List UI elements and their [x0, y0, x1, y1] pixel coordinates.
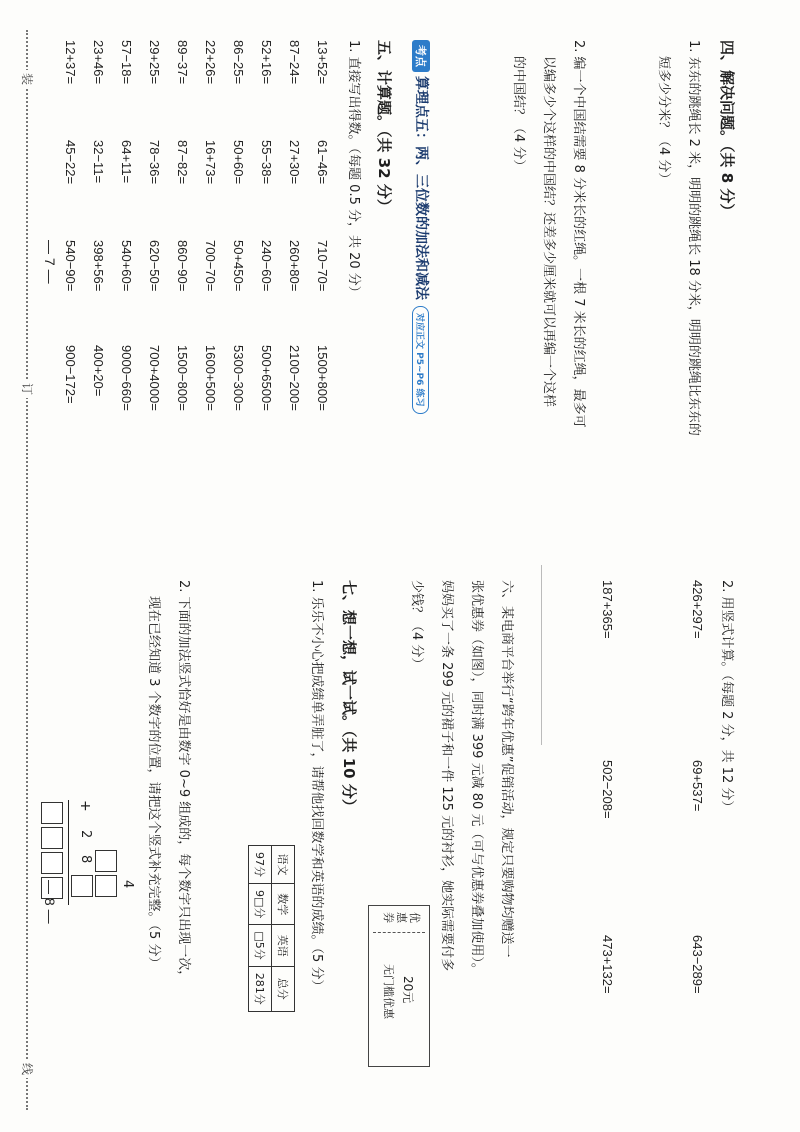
puzzle-box-r1c3[interactable] — [95, 875, 117, 897]
mental-math-item: 29+25= — [147, 40, 162, 85]
score-math: 9□分 — [249, 884, 272, 925]
mental-math-item: 86−25= — [231, 40, 246, 85]
score-chinese: 97分 — [249, 846, 272, 884]
mental-math-item: 398+56= — [91, 240, 106, 292]
mental-math-item: 87−82= — [175, 140, 190, 185]
score-table-header — [272, 846, 295, 1012]
coupon-amount: 20元 — [401, 976, 415, 1004]
header-total: 总分 — [272, 966, 295, 1011]
mental-math-item: 64+11= — [119, 140, 134, 184]
mental-math-item: 78−36= — [147, 140, 162, 185]
section-5-sub-1: 1. 直接写出得数。（每题 0.5 分，共 20 分） — [346, 40, 361, 299]
mental-math-item: 5300−300= — [231, 345, 246, 411]
coupon-note: 无门槛优惠 — [382, 964, 395, 1019]
mental-math-item: 45−22= — [63, 140, 78, 185]
vcalc-2: 69+537= — [690, 760, 705, 812]
page-number-right: — 8 — — [42, 880, 58, 924]
mental-math-item: 540+60= — [119, 240, 134, 292]
score-table-row — [249, 846, 272, 1012]
puzzle-box-r3c3[interactable] — [41, 852, 63, 874]
problem-2-line-1: 2. 编一个中国结需要 8 分米长的红绳。一根 7 米长的红绳，最多可 — [571, 40, 586, 428]
score-english: □5分 — [249, 925, 272, 966]
knowledge-point-header — [412, 40, 432, 414]
section-6-line-2: 张优惠券（如图），同时满 399 元减 80 元（可与优惠券叠加使用）。 — [469, 580, 484, 976]
section-4-title: 四、解决问题。（共 8 分） — [718, 40, 736, 219]
puzzle-known-4: 4 — [120, 880, 135, 889]
mental-math-item: 1500−800= — [175, 345, 190, 411]
puzzle-plus-sign: + — [77, 800, 93, 812]
mental-math-item: 61−46= — [315, 140, 330, 185]
binding-mark-3: 线 — [19, 1060, 36, 1078]
mental-math-item: 50+60= — [231, 140, 246, 185]
section-7-q1: 1. 乐乐不小心把成绩单弄脏了，请帮他找回数学和英语的成绩。（5 分） — [309, 580, 324, 993]
section-6-line-4: 少钱？（4 分） — [409, 580, 424, 671]
mental-math-item: 89−37= — [175, 40, 190, 85]
puzzle-box-r1c2[interactable] — [95, 850, 117, 872]
vcalc-5: 502−208= — [600, 760, 615, 819]
mental-math-item: 1500+800= — [315, 345, 330, 411]
problem-2-line-2: 以编多少个这样的中国结？还差多少厘米就可以再编一个这样 — [541, 56, 556, 408]
mental-math-item: 52+16= — [259, 40, 274, 85]
mental-math-item: 700+4000= — [147, 345, 162, 411]
puzzle-known-8: 8 — [78, 855, 93, 864]
mental-math-item: 13+52= — [315, 40, 330, 85]
mental-math-item: 710−70= — [315, 240, 330, 292]
vcalc-3: 643−289= — [690, 935, 705, 994]
mental-math-item: 260+80= — [287, 240, 302, 292]
mental-math-item: 12+37= — [63, 40, 78, 85]
mental-math-item: 240−60= — [259, 240, 274, 292]
mental-math-item: 700−70= — [203, 240, 218, 292]
divider — [541, 565, 542, 745]
puzzle-box-r2c3[interactable] — [71, 875, 93, 897]
puzzle-box-r3c2[interactable] — [41, 827, 63, 849]
mental-math-item: 620−50= — [147, 240, 162, 292]
mental-math-item: 1600+500= — [203, 345, 218, 411]
header-math: 数学 — [272, 884, 295, 925]
coupon-perforation — [373, 932, 425, 933]
header-chinese: 语文 — [272, 846, 295, 884]
score-table — [248, 845, 295, 1012]
knowledge-point-badge: 考点 — [412, 40, 430, 72]
knowledge-point-tag: 对应正文 P5~P6 练习 — [412, 306, 429, 414]
mental-math-item: 540−90= — [63, 240, 78, 292]
mental-math-item: 27+30= — [287, 140, 302, 185]
mental-math-item: 500+6500= — [259, 345, 274, 411]
header-english: 英语 — [272, 925, 295, 966]
mental-math-item: 23+46= — [91, 40, 106, 85]
puzzle-known-2: 2 — [78, 830, 93, 839]
section-7-title: 七、想一想，试一试。（共 10 分） — [340, 580, 358, 814]
mental-math-item: 860−90= — [175, 240, 190, 292]
knowledge-point-title: 算理点五：两、三位数的加法和减法 — [413, 76, 429, 300]
section-7-q2-line-2: 现在已经知道 3 个数字的位置，请把这个竖式补充完整。（5 分） — [146, 596, 161, 970]
mental-math-item: 32−11= — [91, 140, 106, 184]
score-total: 281分 — [249, 966, 272, 1011]
mental-math-item: 900−172= — [63, 345, 78, 404]
vcalc-1: 426+297= — [690, 580, 705, 639]
puzzle-box-r3c1[interactable] — [41, 802, 63, 824]
vcalc-4: 187+365= — [600, 580, 615, 639]
mental-math-item: 57−18= — [119, 40, 134, 85]
mental-math-item: 50+450= — [231, 240, 246, 292]
vertical-calc-title: 2. 用竖式计算。（每题 2 分，共 12 分） — [719, 580, 734, 814]
section-6-line-3: 妈妈买了一条 299 元的裙子和一件 125 元的衬衫，她实际需要付多 — [439, 580, 454, 972]
mental-math-item: 400+20= — [91, 345, 106, 397]
mental-math-item: 55−38= — [259, 140, 274, 185]
puzzle-sum-line — [68, 800, 69, 905]
coupon-side-label: 优惠券 — [382, 912, 421, 923]
section-5-title: 五、计算题。（共 32 分） — [375, 40, 393, 214]
section-7-q2-line-1: 2. 下面的加法竖式恰好是由数字 0~9 组成的，每个数字只出现一次， — [176, 580, 191, 984]
page-number-left: — 7 — — [42, 240, 58, 284]
mental-math-item: 2100−200= — [287, 345, 302, 411]
vcalc-6: 473+132= — [600, 935, 615, 994]
coupon-image — [368, 905, 430, 1067]
mental-math-item: 87−24= — [287, 40, 302, 85]
mental-math-item: 22+26= — [203, 40, 218, 85]
problem-1-line-2: 短多少分米？（4 分） — [656, 56, 671, 186]
binding-mark-2: 订 — [19, 380, 36, 398]
binding-mark-1: 装 — [19, 70, 36, 88]
mental-math-item: 9000−660= — [119, 345, 134, 411]
problem-1-line-1: 1. 东东的跳绳长 2 米，明明的跳绳长 18 分米，明明的跳绳比东东的 — [686, 40, 701, 436]
problem-2-line-3: 的中国结？（4 分） — [511, 56, 526, 173]
section-6-line-1: 六、某电商平台举行“跨年优惠”促销活动，规定只要购物均赠送一 — [499, 580, 514, 958]
binding-line — [26, 30, 28, 1110]
mental-math-item: 16+73= — [203, 140, 218, 185]
